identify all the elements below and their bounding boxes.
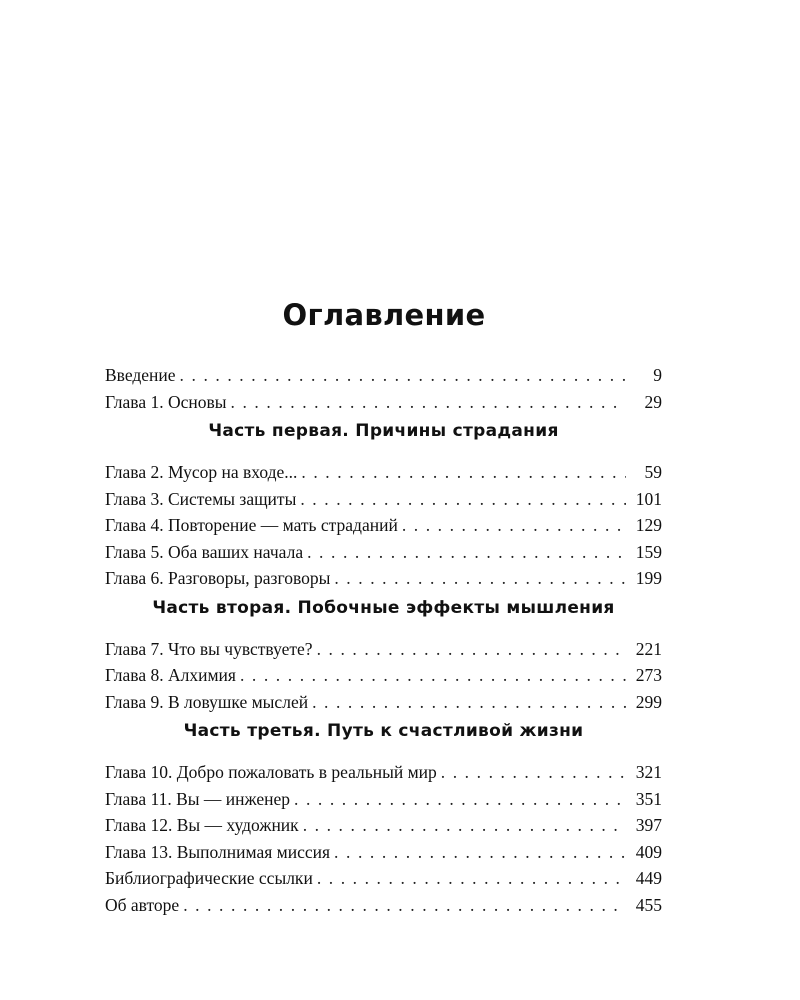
toc-entry <box>105 786 662 813</box>
dot-leader <box>402 512 626 539</box>
toc-entry <box>105 892 662 919</box>
toc-entry-page: 321 <box>635 762 662 782</box>
dot-leader <box>180 362 626 389</box>
toc-entry <box>105 459 662 486</box>
toc-entry-label: Глава 2. Мусор на входе... <box>105 462 298 482</box>
toc-intro-group <box>105 362 662 415</box>
dot-leader <box>334 565 626 592</box>
toc-entry <box>105 689 662 716</box>
toc-entry-page: 9 <box>653 365 662 385</box>
toc-entry-page: 299 <box>635 691 662 712</box>
toc-entry-label: Введение <box>105 365 176 385</box>
dot-leader <box>240 662 626 689</box>
dot-leader <box>303 812 626 839</box>
toc-entry <box>105 662 662 689</box>
dot-leader <box>294 786 626 813</box>
toc-entry-page: 397 <box>635 815 662 835</box>
toc-entry <box>105 539 662 566</box>
toc-entry-label: Глава 9. В ловушке мыслей <box>105 691 309 712</box>
toc-entry-label: Глава 5. Оба ваших начала <box>105 541 304 562</box>
toc-part-group <box>105 459 662 592</box>
dot-leader <box>183 892 626 919</box>
toc-part-group <box>105 759 662 918</box>
toc-entry-page: 221 <box>635 638 662 659</box>
dot-leader <box>300 486 626 513</box>
toc-entry-label: Глава 1. Основы <box>105 391 227 412</box>
toc-entry <box>105 512 662 539</box>
toc-entry-page: 159 <box>635 541 662 562</box>
toc-entry <box>105 759 662 786</box>
toc-entry-page: 449 <box>635 868 662 888</box>
dot-leader <box>334 839 626 866</box>
toc-part-group <box>105 636 662 716</box>
toc-entry-label: Глава 12. Вы — художник <box>105 815 299 835</box>
toc-entry-page: 273 <box>635 665 662 685</box>
toc-entry-page: 101 <box>635 488 662 509</box>
toc-entry-page: 59 <box>644 462 662 482</box>
toc-entry <box>105 362 662 389</box>
toc-entry-label: Глава 7. Что вы чувствуете? <box>105 638 313 659</box>
toc-entry-label: Глава 8. Алхимия <box>105 665 236 685</box>
dot-leader <box>301 459 626 486</box>
toc-entry-label: Глава 10. Добро пожаловать в реальный мир <box>105 762 437 782</box>
dot-leader <box>317 865 626 892</box>
table-of-contents <box>105 362 662 918</box>
page-title: Оглавление <box>282 298 486 332</box>
toc-entry-label: Глава 4. Повторение — мать страданий <box>105 515 398 535</box>
toc-entry-page: 455 <box>635 894 662 915</box>
part-heading: Часть вторая. Побочные эффекты мышления <box>152 597 615 618</box>
toc-entry <box>105 839 662 866</box>
toc-entry-label: Глава 11. Вы — инженер <box>105 788 290 809</box>
dot-leader <box>317 636 626 663</box>
dot-leader <box>231 389 626 416</box>
toc-entry-page: 409 <box>635 841 662 862</box>
toc-entry-label: Глава 13. Выполнимая миссия <box>105 841 331 862</box>
dot-leader <box>307 539 626 566</box>
toc-entry <box>105 565 662 592</box>
toc-entry-page: 129 <box>635 515 662 535</box>
toc-entry-label: Глава 3. Системы защиты <box>105 488 297 509</box>
dot-leader <box>441 759 626 786</box>
dot-leader <box>312 689 626 716</box>
toc-entry-page: 351 <box>635 788 662 809</box>
toc-entry <box>105 812 662 839</box>
toc-entry-label: Глава 6. Разговоры, разговоры <box>105 568 331 588</box>
toc-entry-page: 199 <box>635 568 662 588</box>
part-heading: Часть третья. Путь к счастливой жизни <box>183 721 584 741</box>
toc-entry <box>105 865 662 892</box>
toc-entry <box>105 486 662 513</box>
toc-entry-label: Библиографические ссылки <box>105 868 313 888</box>
toc-entry-page: 29 <box>644 391 662 412</box>
toc-entry <box>105 636 662 663</box>
toc-entry <box>105 389 662 416</box>
toc-entry-label: Об авторе <box>105 894 180 915</box>
part-heading: Часть первая. Причины страдания <box>208 421 559 441</box>
